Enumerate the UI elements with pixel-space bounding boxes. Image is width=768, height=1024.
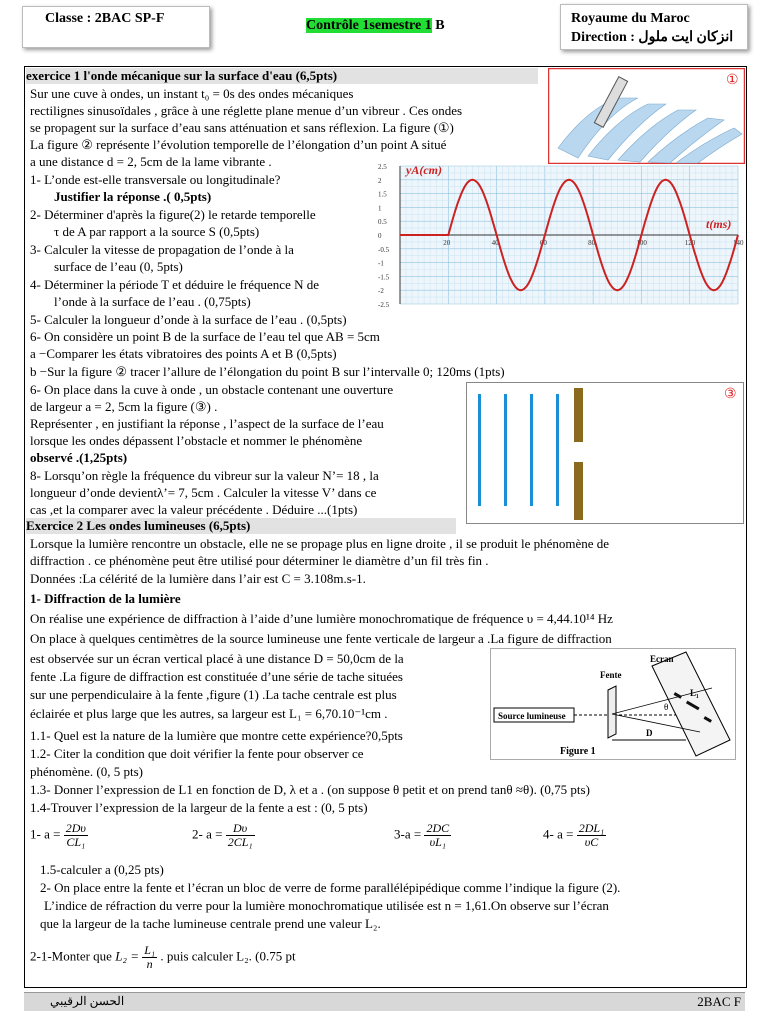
question-4-detail: l’onde à la surface de l’eau . (0,75pts) <box>54 294 251 309</box>
x-tick-label: 100 <box>636 239 647 247</box>
question-7-line: observé .(1,25pts) <box>30 450 128 465</box>
figure-3-number: ③ <box>724 387 737 402</box>
fente-label: Fente <box>600 670 622 680</box>
l1-label: L₁ <box>690 688 699 698</box>
ex2-line: est observée sur un écran vertical placé à une distance D = 50,0cm de la <box>30 651 404 666</box>
question-1-3: 1.3- Donner l’expression de L1 en fonction de D, λ et a . (on suppose θ petit et on prend tanθ ≈θ). (0,75 pts) <box>30 782 590 797</box>
l2-fraction: $\frac{\text{L₁}}{n}$ <box>144 943 156 971</box>
ex2-line: fente .La figure de diffraction est constituée d’une série de tache situées <box>30 669 403 684</box>
option-4: 4- a = $\frac{\text{2DL₁}}{\upsilon C}$ <box>543 821 605 849</box>
footer-class: 2BAC F <box>697 994 741 1009</box>
ex1-line: se propagent sur la surface d’eau sans atténuation et sans réflexion. La figure (①) <box>30 120 454 135</box>
option-3-fraction: $\frac{2DC}{\text{υL₁}}$ <box>426 821 450 849</box>
question-6b: b −Sur la figure ② tracer l’allure de l’élongation du point B sur l’intervalle 0; 120ms (1pts) <box>30 364 505 379</box>
question-1: 1- L’onde est-elle transversale ou longitudinale? <box>30 172 281 187</box>
wavefront <box>556 394 559 506</box>
option-2-fraction: $\frac{D\upsilon}{\text{2CL₁}}$ <box>227 821 253 849</box>
option-3: 3-a = $\frac{2DC}{\text{υL₁}}$ <box>394 821 450 849</box>
direction-box <box>560 4 748 50</box>
ex2-line: Données :La célérité de la lumière dans l’air est C = 3.108m.s-1. <box>30 571 366 586</box>
question-4: 4- Déterminer la période T et déduire le fréquence N de <box>30 277 319 292</box>
class-box <box>22 6 210 48</box>
question-7-line: de largeur a = 2, 5cm la figure (③) . <box>30 399 218 414</box>
ex1-line: Sur une cuve à ondes, un instant t₀ = 0s des ondes mécaniques <box>30 86 354 101</box>
question-8-line: cas ,et la comparer avec la valeur précédente . Déduire ...(1pts) <box>30 502 358 517</box>
graph-y-label: yA(cm) <box>406 163 442 177</box>
x-tick-label: 60 <box>539 239 547 247</box>
y-tick-label: -1 <box>378 259 384 268</box>
kingdom-label: Royaume du Maroc <box>571 11 690 26</box>
question-2-line: L’indice de réfraction du verre pour la lumière monochromatique utilisée est n = 1,61.On observe sur l’écran <box>44 898 609 913</box>
wavefront <box>530 394 533 506</box>
exercise1-title: exercice 1 l'onde mécanique sur la surface d'eau (6,5pts) <box>26 68 538 84</box>
question-5: 5- Calculer la longueur d’onde à la surface de l’eau . (0,5pts) <box>30 312 347 327</box>
y-tick-label: 1 <box>378 204 382 213</box>
figure-1-wave-tank <box>548 68 745 164</box>
question-2: 2- On place entre la fente et l’écran un bloc de verre de forme parallélépipédique comme l’indique la figure (2). <box>40 880 621 895</box>
question-6: 6- On considère un point B de la surface de l’eau tel que AB = 5cm <box>30 329 380 344</box>
question-8-line: longueur d’onde devientλ’= 7, 5cm . Calculer la vitesse V’ dans ce <box>30 485 377 500</box>
ex1-line: La figure ② représente l’évolution temporelle de l’élongation d’un point A situé <box>30 137 447 152</box>
obstacle-top <box>574 388 583 442</box>
y-tick-label: -0.5 <box>378 245 390 254</box>
ex2-line: On place à quelques centimètres de la source lumineuse une fente verticale de largeur a .La figure de diffraction <box>30 631 612 646</box>
question-2-line: que la largeur de la tache lumineuse centrale prend une valeur L₂. <box>40 916 381 931</box>
ex1-line: rectilignes sinusoïdales , grâce à une réglette plane menue d’un vibreur . Ces ondes <box>30 103 463 118</box>
y-tick-label: 2.5 <box>378 163 387 171</box>
y-tick-label: -2.5 <box>378 301 390 308</box>
question-2: 2- Déterminer d'après la figure(2) le retarde temporelle <box>30 207 316 222</box>
ex2-line: éclairée et plus large que les autres, sa largeur est L₁ = 6,70.10⁻¹cm . <box>30 706 388 721</box>
option-2: 2- a = $\frac{D\upsilon}{\text{2CL₁}}$ <box>192 821 253 849</box>
question-7-line: Représenter , en justifiant la réponse , l’aspect de la surface de l’eau <box>30 416 384 431</box>
option-4-fraction: $\frac{\text{2DL₁}}{\upsilon C}$ <box>578 821 605 849</box>
theta-label: θ <box>664 702 669 712</box>
graph-x-label: t(ms) <box>706 217 732 231</box>
x-tick-label: 40 <box>491 239 499 247</box>
question-7-line: lorsque les ondes dépassent l’obstacle et nommer le phénomène <box>30 433 363 448</box>
option-1: 1- a = $\frac{2D\upsilon}{\text{CL₁}}$ <box>30 821 86 849</box>
question-1-2-detail: phénomène. (0, 5 pts) <box>30 764 144 779</box>
question-3-detail: surface de l’eau (0, 5pts) <box>54 259 183 274</box>
ex2-line: sur une perpendiculaire à la fente ,figure (1) .La tache centrale est plus <box>30 687 397 702</box>
page-title: Contrôle 1semestre 1 B <box>306 18 445 33</box>
class-label: Classe : 2BAC SP-F <box>45 11 165 26</box>
y-tick-label: 0 <box>378 232 382 240</box>
y-tick-label: -1.5 <box>378 273 390 282</box>
question-1-1: 1.1- Quel est la nature de la lumière que montre cette expérience?0,5pts <box>30 728 403 743</box>
x-tick-label: 120 <box>684 239 696 247</box>
obstacle-bottom <box>574 462 583 520</box>
question-2-detail: τ de A par rapport a la source S (0,5pts) <box>54 224 260 239</box>
figure-3-obstacle <box>466 382 744 524</box>
ex1-line: a une distance d = 2, 5cm de la lame vibrante . <box>30 154 272 169</box>
question-1-5: 1.5-calculer a (0,25 pts) <box>40 862 164 877</box>
question-7: 6- On place dans la cuve à onde , un obstacle contenant une ouverture <box>30 382 394 397</box>
question-8: 8- Lorsqu’on règle la fréquence du vibreur sur la valeur N’= 18 , la <box>30 468 379 483</box>
y-tick-label: 1.5 <box>378 190 387 199</box>
x-tick-label: 140 <box>733 239 744 247</box>
y-tick-label: -2 <box>378 287 384 296</box>
question-1-2: 1.2- Citer la condition que doit vérifier la fente pour observer ce <box>30 746 364 761</box>
section-diffraction: 1- Diffraction de la lumière <box>30 591 181 606</box>
ex2-line: Lorsque la lumière rencontre un obstacle, elle ne se propage plus en ligne droite , il se produit le phénomène de <box>30 536 610 551</box>
figure-diffraction-setup <box>490 648 736 760</box>
option-1-fraction: $\frac{2D\upsilon}{\text{CL₁}}$ <box>65 821 86 849</box>
ecran-label: Ecran <box>650 654 674 664</box>
y-tick-label: 0.5 <box>378 218 387 227</box>
figure-1-caption: Figure 1 <box>560 746 596 757</box>
footer-bar <box>24 992 745 1011</box>
direction-label: Direction : انزكان ايت ملول <box>571 30 734 45</box>
y-tick-label: 2 <box>378 176 382 185</box>
d-label: D <box>646 728 653 738</box>
question-3: 3- Calculer la vitesse de propagation de l’onde à la <box>30 242 294 257</box>
ex2-line: diffraction . ce phénomène peut être utilisé pour déterminer le diamètre d’un fil très fin . <box>30 553 489 568</box>
exercise2-title: Exercice 2 Les ondes lumineuses (6,5pts) <box>26 518 456 534</box>
wavefront <box>478 394 481 506</box>
question-1-detail: Justifier la réponse .( 0,5pts) <box>54 189 212 204</box>
x-tick-label: 20 <box>443 239 451 247</box>
question-1-4: 1.4-Trouver l’expression de la largeur de la fente a est : (0, 5 pts) <box>30 800 368 815</box>
footer-author: الحسن الرقيبي <box>50 994 125 1008</box>
source-label: Source lumineuse <box>498 711 566 721</box>
ex2-line: On réalise une expérience de diffraction à l’aide d’une lumière monochromatique de fréquence υ = 4,44.10¹⁴ Hz <box>30 611 613 626</box>
question-2-1: 2-1-Monter que L₂ = $\frac{\text{L₁}}{n}$ . puis calculer L₂. (0.75 pt <box>30 943 296 971</box>
x-tick-label: 80 <box>588 239 596 247</box>
wavefront <box>504 394 507 506</box>
question-6a: a −Comparer les états vibratoires des points A et B (0,5pts) <box>30 346 337 361</box>
figure-1-number: ① <box>726 73 739 88</box>
figure-2-elongation-graph <box>376 160 746 308</box>
